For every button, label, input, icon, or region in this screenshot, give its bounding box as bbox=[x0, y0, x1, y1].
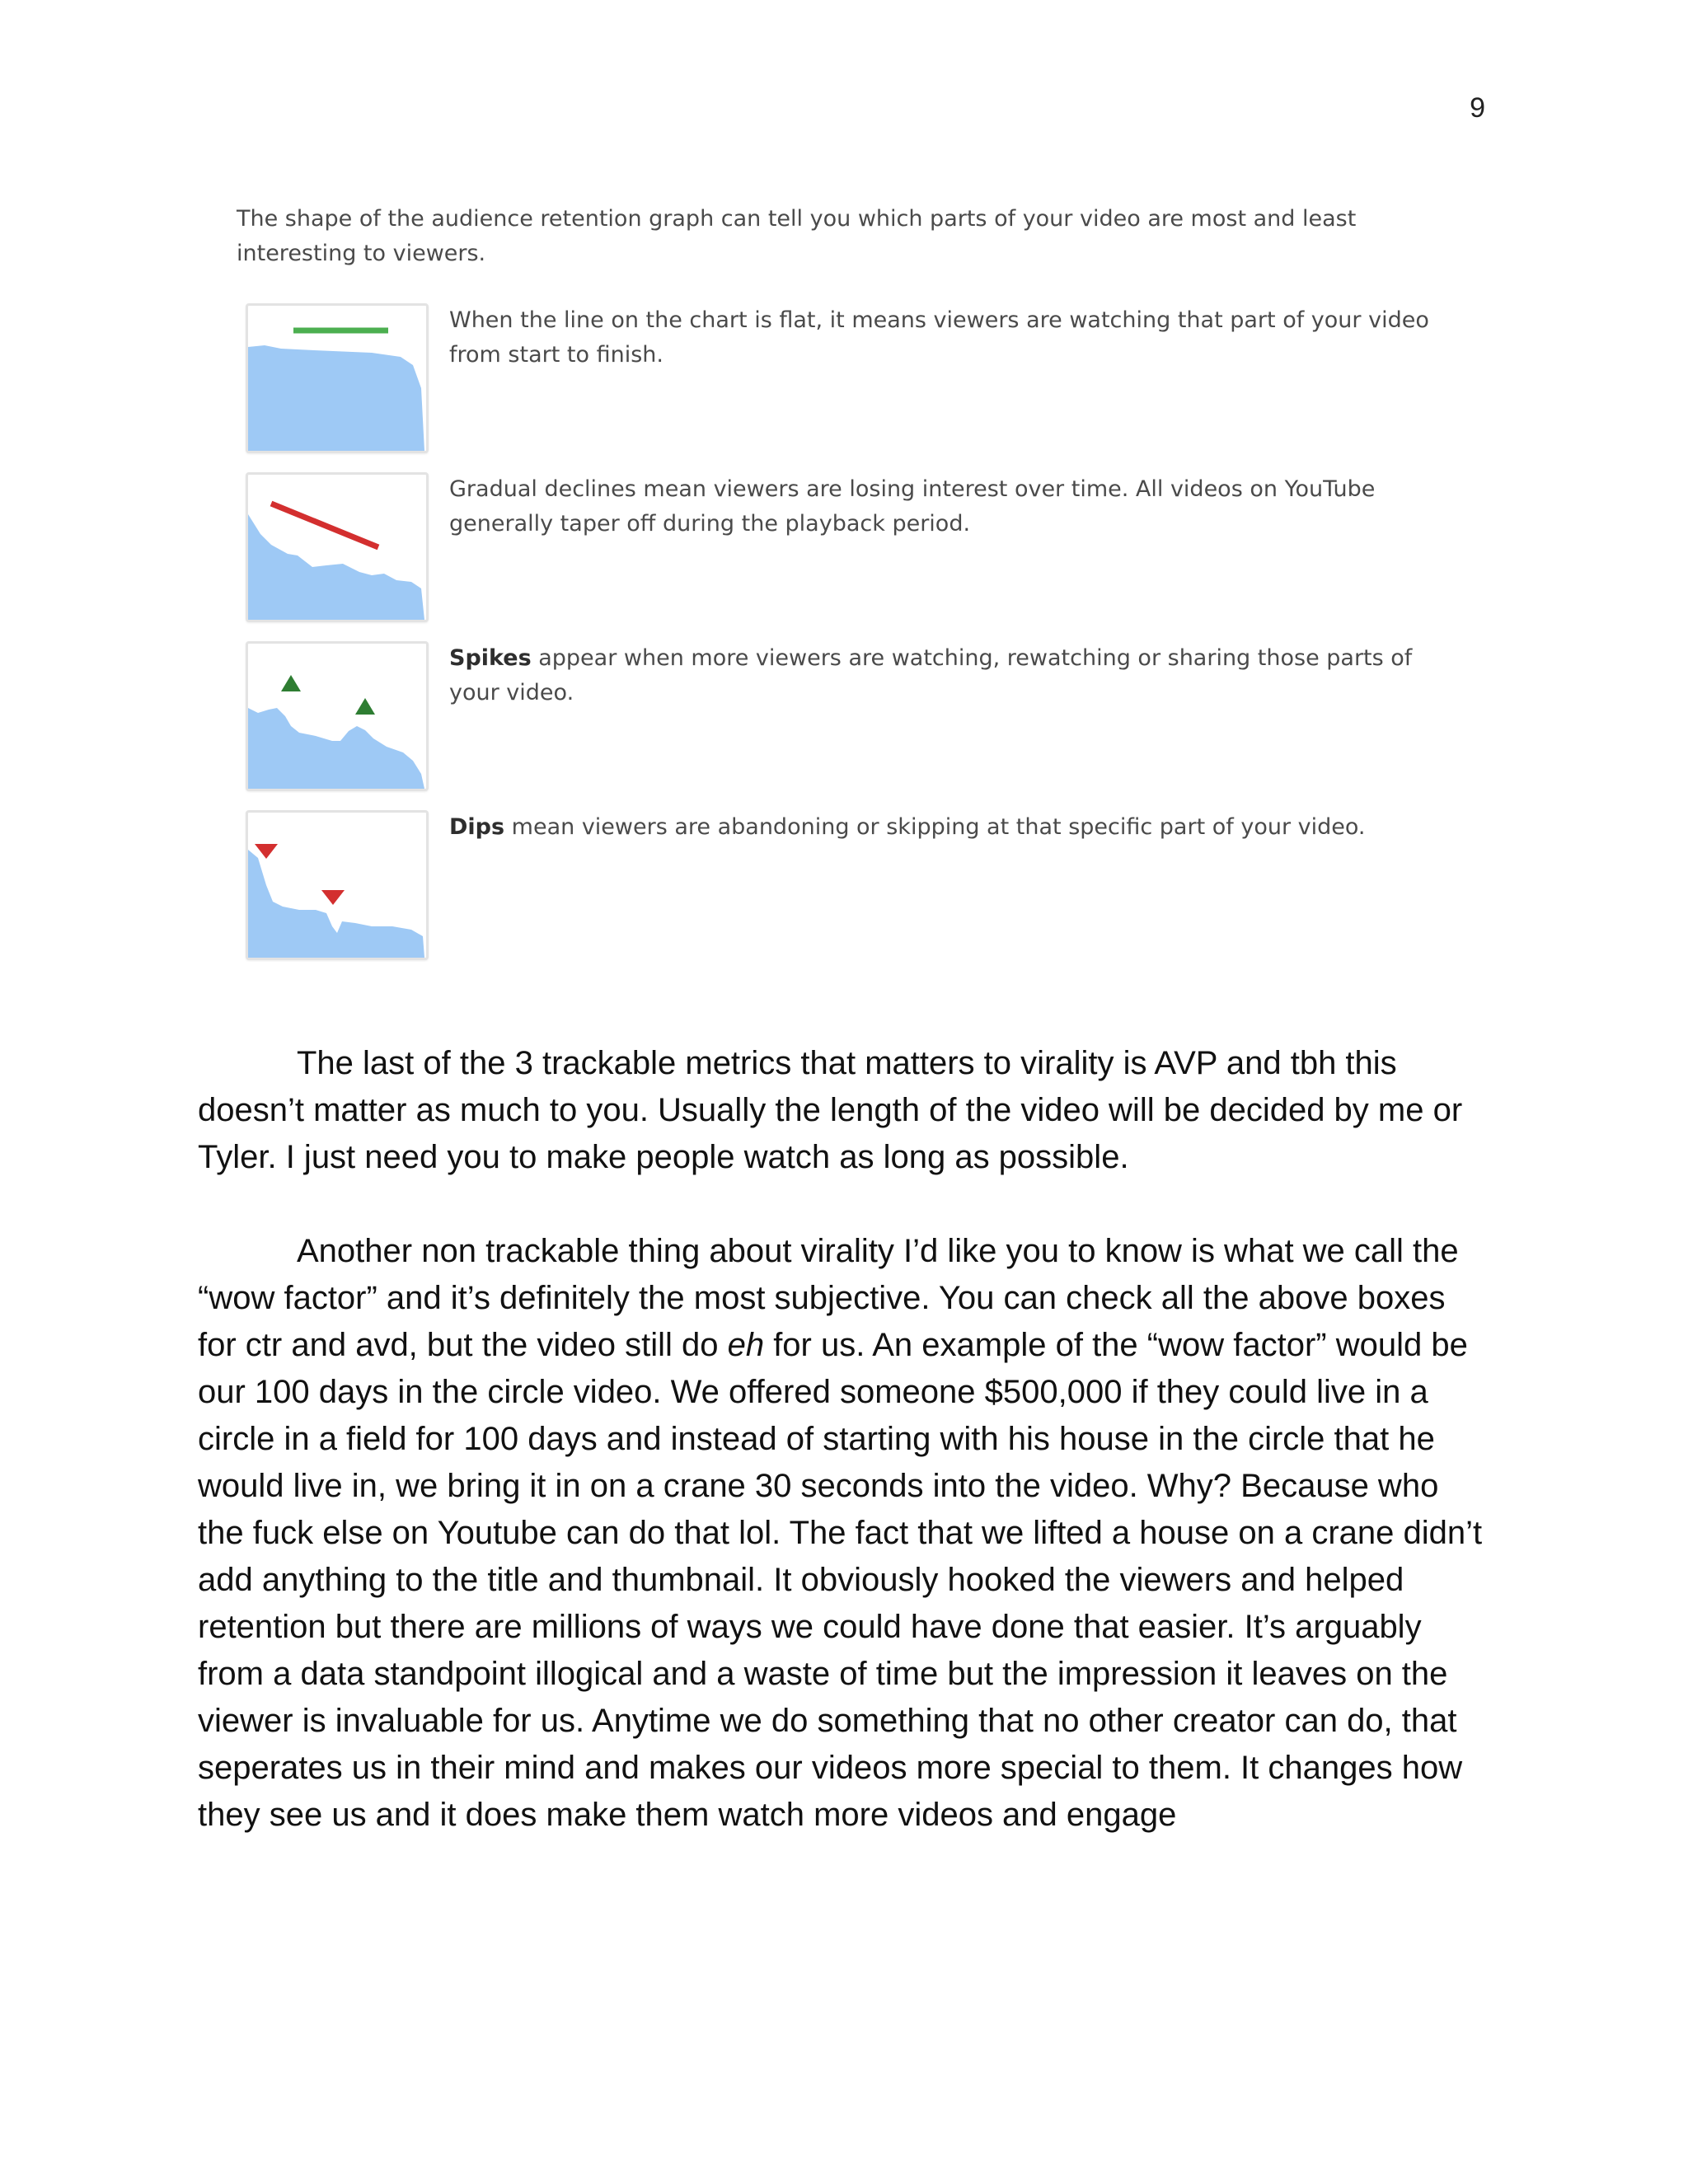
figure-row-decline-text: Gradual declines mean viewers are losing interest over time. All videos on YouTube generally taper off during the playback period. bbox=[449, 476, 1376, 537]
body-paragraph-1: The last of the 3 trackable metrics that matters to virality is AVP and tbh this doesn’t matter as much to you. Usually the length of the video will be decided by me or Tyler. I just need you to make people watch as long as possible. bbox=[198, 1045, 1463, 1175]
figure-row-flat-text: When the line on the chart is flat, it means viewers are watching that part of your video from start to finish. bbox=[449, 307, 1429, 368]
page-number: 9 bbox=[1470, 92, 1485, 124]
figure-row-spikes bbox=[246, 641, 1465, 794]
retention-flat-chart-icon bbox=[246, 303, 429, 453]
body-text bbox=[198, 1040, 1484, 1886]
figure-row-dips-text: Dips mean viewers are abandoning or skipping at that specific part of your video. bbox=[449, 814, 1366, 840]
retention-spike-chart-icon bbox=[246, 641, 429, 791]
figure-row-spikes-text: Spikes appear when more viewers are watching, rewatching or sharing those parts of your video. bbox=[449, 645, 1413, 705]
figure-row-dips bbox=[246, 810, 1465, 963]
figure-row-flat bbox=[246, 303, 1465, 457]
body-paragraph-2: Another non trackable thing about virality I’d like you to know is what we call the “wow factor” and it’s definitely the most subjective. You can check all the above boxes for ctr and avd, but the video still do eh for us. An example of the “wow factor” would be our 100 days in the circle video. We offered someone $500,000 if they could live in a circle in a field for 100 days and instead of starting with his house in the circle that he would live in, we bring it in on a crane 30 seconds into the video. Why? Because who the fuck else on Youtube can do that lol. The fact that we lifted a house on a crane didn’t add anything to the title and thumbnail. It obviously hooked the viewers and helped retention but there are millions of ways we could have done that easier. It’s arguably from a data standpoint illogical and a waste of time but the impression it leaves on the viewer is invaluable for us. Anytime we do something that no other creator can do, that seperates us in their mind and makes our videos more special to them. It changes how they see us and it does make them watch more videos and engage bbox=[198, 1233, 1483, 1833]
retention-dip-chart-icon bbox=[246, 810, 429, 960]
figure-row-decline bbox=[246, 472, 1465, 626]
figure-intro-text: The shape of the audience retention graph can tell you which parts of your video are most and least interesting to viewers. bbox=[237, 206, 1357, 266]
retention-decline-chart-icon bbox=[246, 472, 429, 622]
retention-graph-figure bbox=[0, 0, 1688, 989]
